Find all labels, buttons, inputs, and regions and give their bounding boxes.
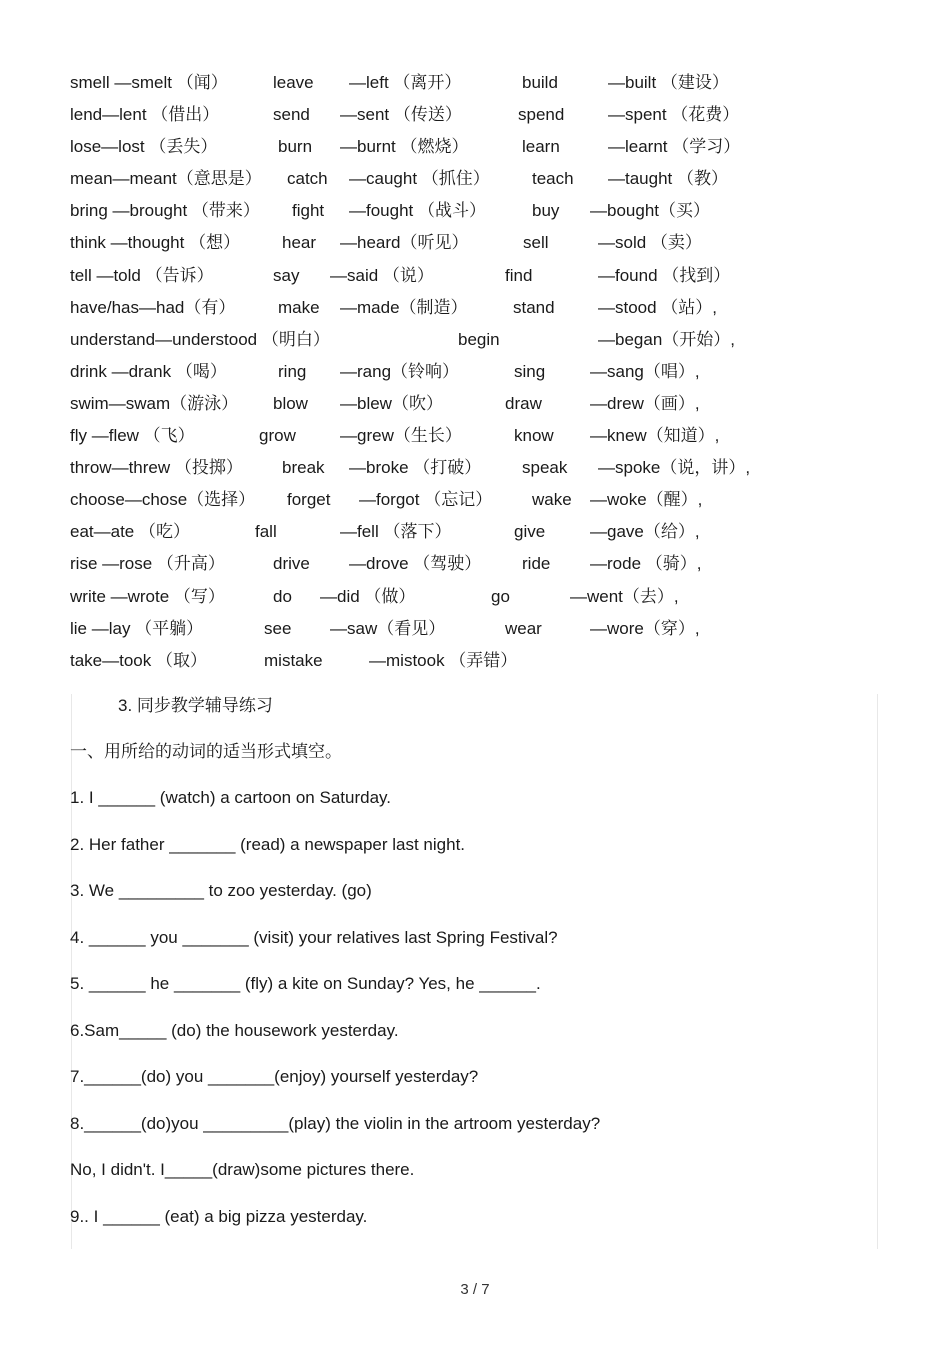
verb-row: [0, 487, 950, 519]
exercise-item: 8.______(do)you _________(play) the violin in the artroom yesterday?: [70, 1113, 601, 1133]
exercise-item: 3. We _________ to zoo yesterday. (go): [70, 881, 372, 900]
verb-past-form: —fell （落下）: [340, 522, 452, 542]
verb-pair: eat—ate （吃）: [70, 522, 190, 542]
verb-past-form: —bought（买）: [590, 201, 710, 221]
verb-pair: smell —smelt （闻）: [70, 73, 228, 92]
verb-row: [0, 423, 950, 455]
verb-base-form: say: [273, 265, 300, 285]
verb-row: [0, 455, 950, 487]
verb-base-form: leave: [273, 73, 314, 92]
verb-pair: swim—swam（游泳）: [70, 393, 239, 413]
verb-row: [0, 102, 950, 134]
verb-base-form: burn: [278, 137, 313, 157]
verb-pair: bring —brought （带来）: [70, 201, 260, 221]
verb-past-form: —learnt （学习）: [608, 137, 741, 157]
verb-past-form: —sent （传送）: [340, 105, 462, 125]
verb-past-form: —saw（看见）: [330, 618, 446, 638]
verb-past-form: —knew（知道）,: [590, 426, 720, 446]
verb-base-form: draw: [505, 393, 542, 413]
verb-base-form: find: [505, 265, 533, 285]
verb-past-form: —rode （骑）,: [590, 554, 702, 574]
exercise-item: 6.Sam_____ (do) the housework yesterday.: [70, 1020, 399, 1040]
verb-base-form: catch: [287, 169, 328, 189]
verb-past-form: —taught （教）: [608, 169, 728, 189]
verb-pair: take—took （取）: [70, 650, 207, 670]
section-heading: 3. 同步教学辅导练习: [118, 696, 273, 715]
verb-row: [0, 359, 950, 391]
verb-base-form: sell: [523, 233, 549, 253]
verb-base-form: buy: [532, 201, 560, 221]
verb-base-form: know: [514, 426, 554, 446]
verb-base-form: give: [514, 522, 546, 542]
verb-base-form: drive: [273, 554, 310, 574]
verb-past-form: —went（去）,: [570, 586, 679, 606]
verb-past-form: —said （说）: [330, 265, 434, 285]
verb-past-form: —woke（醒）,: [590, 490, 703, 510]
verb-base-form: ring: [278, 361, 307, 381]
verb-row: [0, 263, 950, 295]
exercise-item: 1. I ______ (watch) a cartoon on Saturday.: [70, 788, 391, 807]
verb-pair: understand—understood （明白）: [70, 329, 330, 349]
verb-past-form: —drew（画）,: [590, 393, 700, 413]
verb-base-form: begin: [458, 329, 500, 349]
verb-past-form: —sold （卖）: [598, 233, 702, 253]
exercise-item: 9.. I ______ (eat) a big pizza yesterday.: [70, 1206, 368, 1226]
exercise-item: 5. ______ he _______ (fly) a kite on Sunday? Yes, he ______.: [70, 974, 541, 993]
verb-base-form: speak: [522, 458, 568, 478]
exercise-item: 7.______(do) you _______(enjoy) yourself yesterday?: [70, 1067, 479, 1086]
verb-past-form: —heard（听见）: [340, 233, 469, 253]
verb-base-form: wear: [505, 618, 542, 638]
verb-row: [0, 230, 950, 262]
verb-base-form: do: [273, 586, 292, 606]
verb-base-form: teach: [532, 169, 574, 189]
verb-base-form: learn: [522, 137, 560, 157]
verb-base-form: send: [273, 105, 310, 125]
verb-past-form: —sang（唱）,: [590, 361, 700, 381]
verb-base-form: make: [278, 297, 320, 317]
verb-past-form: —broke （打破）: [349, 458, 482, 478]
verb-past-form: —fought （战斗）: [349, 201, 486, 221]
verb-row: [0, 295, 950, 327]
verb-base-form: build: [522, 73, 558, 92]
exercise-item: 2. Her father _______ (read) a newspaper last night.: [70, 834, 466, 854]
verb-past-form: —found （找到）: [598, 265, 731, 285]
verb-base-form: spend: [518, 105, 565, 125]
verb-base-form: fall: [255, 522, 277, 542]
verb-base-form: stand: [513, 297, 555, 317]
verb-row: [0, 198, 950, 230]
verb-pair: lose—lost （丢失）: [70, 137, 218, 157]
exercise-list: [70, 786, 890, 1251]
verb-past-form: —made（制造）: [340, 297, 468, 317]
verb-row: [0, 616, 950, 648]
verb-row: [0, 70, 950, 102]
verb-pair: throw—threw （投掷）: [70, 458, 243, 478]
verb-base-form: wake: [532, 490, 572, 510]
verb-past-form: —wore（穿）,: [590, 618, 700, 638]
verb-past-form: —burnt （燃烧）: [340, 137, 469, 157]
verb-base-form: blow: [273, 393, 308, 413]
verb-pair: mean—meant（意思是）: [70, 169, 262, 189]
verb-base-form: sing: [514, 361, 546, 381]
verb-pair: lend—lent （借出）: [70, 105, 220, 125]
verb-past-form: —gave（给）,: [590, 522, 700, 542]
verb-pair: think —thought （想）: [70, 233, 241, 253]
verb-past-form: —built （建设）: [608, 73, 729, 92]
verb-pair: fly —flew （飞）: [70, 426, 195, 446]
verb-base-form: fight: [292, 201, 325, 221]
verb-pair: choose—chose（选择）: [70, 490, 256, 510]
verb-row: [0, 134, 950, 166]
verb-base-form: go: [491, 586, 510, 606]
verb-pair: drink —drank （喝）: [70, 361, 227, 381]
verb-list: [0, 70, 950, 680]
verb-past-form: —blew（吹）: [340, 393, 443, 413]
verb-past-form: —spent （花费）: [608, 105, 740, 125]
verb-past-form: —left （离开）: [349, 73, 462, 92]
verb-base-form: break: [282, 458, 325, 478]
verb-past-form: —forgot （忘记）: [359, 490, 493, 510]
verb-base-form: mistake: [264, 650, 323, 670]
verb-row: [0, 391, 950, 423]
verb-base-form: forget: [287, 490, 331, 510]
verb-row: [0, 648, 950, 680]
verb-base-form: see: [264, 618, 292, 638]
verb-row: [0, 166, 950, 198]
verb-row: [0, 551, 950, 583]
verb-pair: lie —lay （平躺）: [70, 618, 204, 638]
verb-past-form: —caught （抓住）: [349, 169, 490, 189]
verb-row: [0, 519, 950, 551]
verb-base-form: ride: [522, 554, 551, 574]
page-number: 3 / 7: [460, 1281, 490, 1298]
verb-past-form: —spoke（说，讲）,: [598, 458, 751, 478]
verb-past-form: —rang（铃响）: [340, 361, 460, 381]
verb-past-form: —began（开始）,: [598, 329, 735, 349]
verb-base-form: hear: [282, 233, 317, 253]
verb-past-form: —drove （驾驶）: [349, 554, 482, 574]
verb-past-form: —did （做）: [320, 586, 416, 606]
verb-past-form: —mistook （弄错）: [369, 650, 518, 670]
verb-pair: rise —rose （升高）: [70, 554, 225, 574]
verb-pair: tell —told （告诉）: [70, 265, 214, 285]
exercise-item: No, I didn't. I_____(draw)some pictures there.: [70, 1160, 415, 1179]
verb-row: [0, 584, 950, 616]
verb-row: [0, 327, 950, 359]
verb-past-form: —stood （站）,: [598, 297, 718, 317]
exercise-instruction: 一、用所给的动词的适当形式填空。: [70, 742, 342, 761]
verb-base-form: grow: [259, 426, 296, 446]
exercise-item: 4. ______ you _______ (visit) your relatives last Spring Festival?: [70, 927, 558, 947]
verb-pair: have/has—had（有）: [70, 297, 236, 317]
verb-pair: write —wrote （写）: [70, 586, 225, 606]
verb-past-form: —grew（生长）: [340, 426, 462, 446]
